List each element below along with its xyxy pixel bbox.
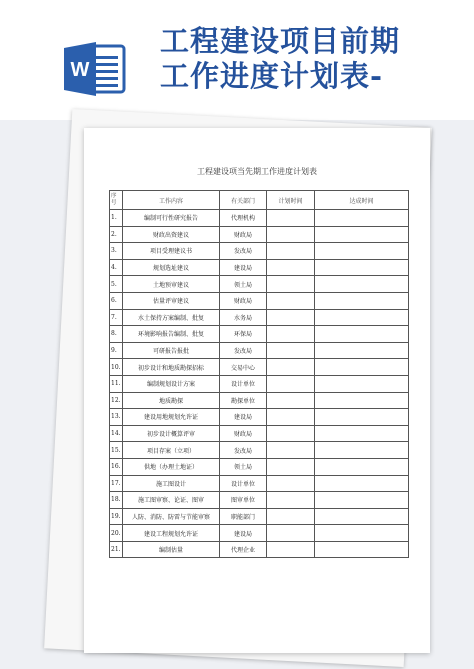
row-completed-time [315,392,409,409]
row-task: 人防、消防、防雷与节能审察 [123,508,220,525]
row-completed-time [315,425,409,442]
row-department: 领土局 [220,458,267,475]
row-task: 施工图设计 [123,475,220,492]
row-planned-time [267,375,315,392]
row-planned-time [267,226,315,243]
table-row [110,409,409,426]
row-planned-time [267,309,315,326]
row-number: 12. [110,392,123,409]
row-completed-time [315,259,409,276]
row-department: 发改局 [220,342,267,359]
table-header-row [110,191,409,210]
row-task: 编制规划设计方案 [123,375,220,392]
row-department: 环保局 [220,326,267,343]
table-row [110,442,409,459]
table-row [110,541,409,558]
table-row [110,276,409,293]
row-planned-time [267,458,315,475]
row-task: 估量评审建议 [123,292,220,309]
row-task: 环境影响报告编制、批复 [123,326,220,343]
row-completed-time [315,226,409,243]
row-completed-time [315,442,409,459]
row-department: 建设局 [220,525,267,542]
row-number: 10. [110,359,123,376]
row-completed-time [315,243,409,260]
row-number: 1. [110,210,123,227]
row-department: 设计单位 [220,475,267,492]
row-planned-time [267,475,315,492]
word-icon [62,36,128,102]
row-department: 财政局 [220,226,267,243]
row-task: 建设用地规划允许证 [123,409,220,426]
row-department: 发改局 [220,442,267,459]
table-row [110,359,409,376]
table-row [110,475,409,492]
row-department: 图审单位 [220,492,267,509]
table-row [110,259,409,276]
row-completed-time [315,326,409,343]
row-department: 交易中心 [220,359,267,376]
row-completed-time [315,292,409,309]
row-task: 水土保持方案编制、批复 [123,309,220,326]
row-planned-time [267,525,315,542]
table-row [110,243,409,260]
row-planned-time [267,392,315,409]
row-department: 勘探单位 [220,392,267,409]
row-number: 3. [110,243,123,260]
row-task: 财政出资建议 [123,226,220,243]
row-task: 可研报告报批 [123,342,220,359]
row-completed-time [315,508,409,525]
table-row [110,292,409,309]
row-task: 初步设计概算评审 [123,425,220,442]
row-completed-time [315,475,409,492]
col-header-no: 序 号 [110,191,123,210]
row-number: 15. [110,442,123,459]
row-planned-time [267,541,315,558]
row-planned-time [267,326,315,343]
row-task: 土地预审建议 [123,276,220,293]
row-task: 编制可行性研究报告 [123,210,220,227]
document-heading: 工程建设项当先期工作进度计划表 [197,167,317,176]
row-planned-time [267,276,315,293]
row-number: 5. [110,276,123,293]
word-logo-letter: W [70,59,90,81]
row-planned-time [267,259,315,276]
col-header-task: 工作内容 [123,191,220,210]
row-task: 地质勘探 [123,392,220,409]
row-completed-time [315,492,409,509]
row-department: 领土局 [220,276,267,293]
table-row [110,458,409,475]
row-number: 14. [110,425,123,442]
row-task: 供地（办理土地证） [123,458,220,475]
table-row [110,425,409,442]
row-completed-time [315,276,409,293]
table-row [110,525,409,542]
row-department: 水务局 [220,309,267,326]
row-completed-time [315,458,409,475]
row-number: 20. [110,525,123,542]
schedule-table [109,190,409,558]
table-row [110,492,409,509]
banner [0,0,474,120]
table-row [110,210,409,227]
table-row [110,392,409,409]
row-department: 建设局 [220,409,267,426]
row-completed-time [315,342,409,359]
title-line-2: 工作进度计划表- [160,59,384,93]
row-number: 8. [110,326,123,343]
row-completed-time [315,309,409,326]
row-completed-time [315,359,409,376]
col-header-plan: 计划时间 [267,191,315,210]
row-number: 13. [110,409,123,426]
row-planned-time [267,243,315,260]
table-row [110,326,409,343]
row-number: 6. [110,292,123,309]
row-task: 建设工程规划允许证 [123,525,220,542]
row-department: 建设局 [220,259,267,276]
row-planned-time [267,342,315,359]
row-planned-time [267,409,315,426]
row-task: 项目受理建议书 [123,243,220,260]
row-planned-time [267,442,315,459]
row-department: 发改局 [220,243,267,260]
row-number: 11. [110,375,123,392]
row-completed-time [315,210,409,227]
row-completed-time [315,375,409,392]
table-row [110,226,409,243]
row-number: 2. [110,226,123,243]
row-number: 21. [110,541,123,558]
row-task: 初步设计和地质勘探招标 [123,359,220,376]
row-planned-time [267,492,315,509]
row-number: 16. [110,458,123,475]
row-department: 设计单位 [220,375,267,392]
page-title [160,24,400,94]
row-number: 9. [110,342,123,359]
row-planned-time [267,359,315,376]
table-row [110,508,409,525]
table-row [110,375,409,392]
row-completed-time [315,541,409,558]
row-task: 项目存案（立项） [123,442,220,459]
row-number: 7. [110,309,123,326]
row-number: 18. [110,492,123,509]
table-row [110,309,409,326]
row-task: 施工图审察、论证、图审 [123,492,220,509]
row-completed-time [315,525,409,542]
row-number: 17. [110,475,123,492]
row-department: 财政局 [220,292,267,309]
col-header-done: 达成时间 [315,191,409,210]
title-line-1: 工程建设项目前期 [160,24,401,58]
col-header-dept: 有关部门 [220,191,267,210]
row-number: 19. [110,508,123,525]
row-department: 代理企业 [220,541,267,558]
row-department: 财政局 [220,425,267,442]
row-task: 规划选址建议 [123,259,220,276]
row-number: 4. [110,259,123,276]
row-task: 编制估量 [123,541,220,558]
document-page [84,128,430,653]
table-row [110,342,409,359]
row-planned-time [267,292,315,309]
row-completed-time [315,409,409,426]
row-department: 职能部门 [220,508,267,525]
row-planned-time [267,210,315,227]
row-planned-time [267,508,315,525]
row-department: 代理机构 [220,210,267,227]
row-planned-time [267,425,315,442]
